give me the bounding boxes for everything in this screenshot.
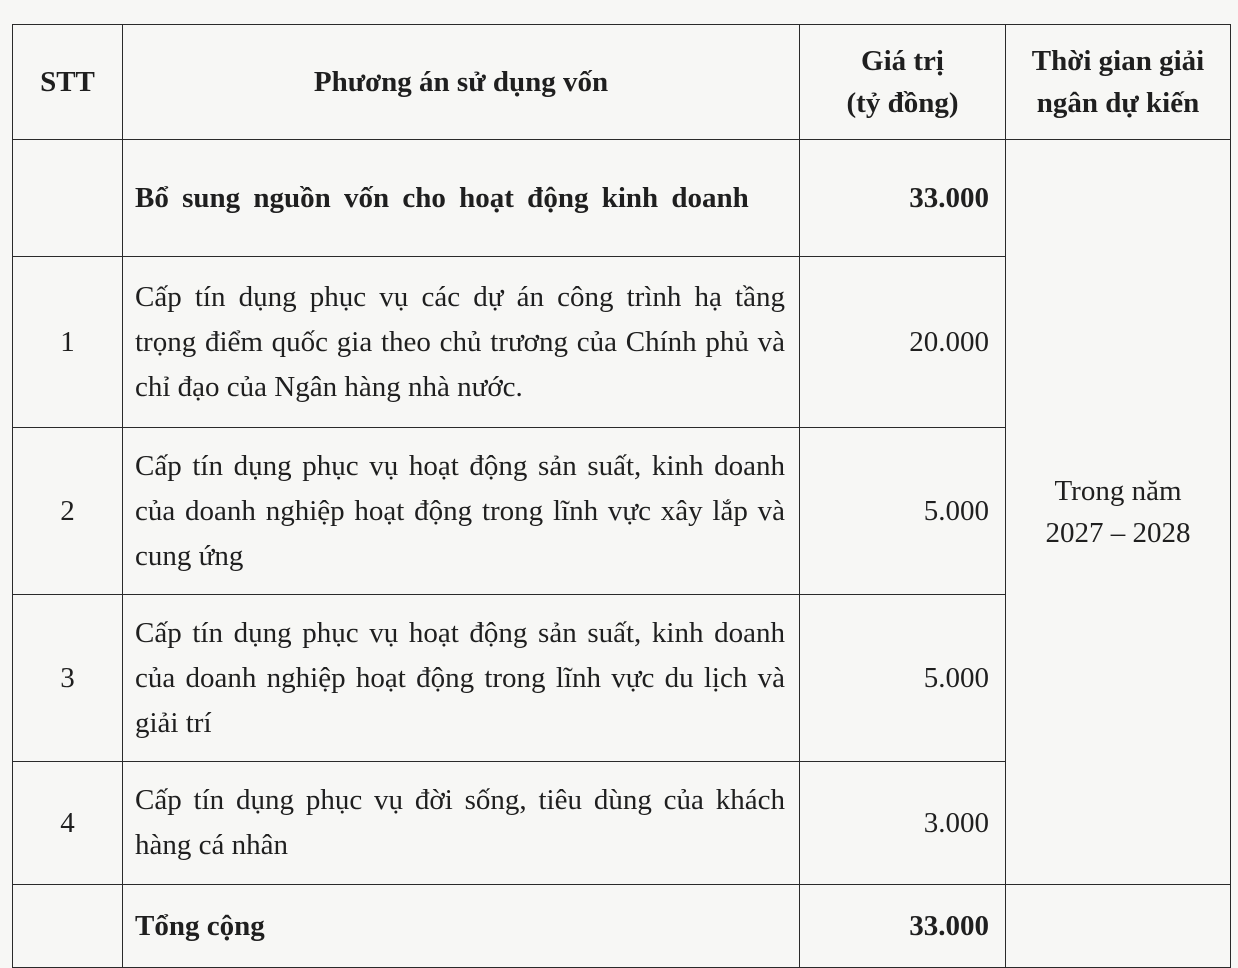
summary-stt <box>13 140 123 257</box>
header-time-line1: Thời gian giải <box>1031 45 1205 77</box>
header-plan: Phương án sử dụng vốn <box>123 25 800 140</box>
row-plan: Cấp tín dụng phục vụ các dự án công trình hạ tầng trọng điểm quốc gia theo chủ trương của Chính phủ và chỉ đạo của Ngân hàng nhà nước. <box>123 257 800 428</box>
total-time <box>1006 885 1231 968</box>
header-time-line2: ngân dự kiến <box>1036 87 1200 119</box>
table-header-row <box>13 25 1231 140</box>
row-plan: Cấp tín dụng phục vụ đời sống, tiêu dùng của khách hàng cá nhân <box>123 762 800 885</box>
header-value <box>800 25 1006 140</box>
header-value-line1: Giá trị <box>861 45 944 77</box>
row-value: 3.000 <box>800 762 1006 885</box>
row-plan: Cấp tín dụng phục vụ hoạt động sản suất, kinh doanh của doanh nghiệp hoạt động trong lĩnh vực xây lắp và cung ứng <box>123 428 800 595</box>
summary-row <box>13 140 1231 257</box>
row-stt: 2 <box>13 428 123 595</box>
summary-plan: Bổ sung nguồn vốn cho hoạt động kinh doanh <box>123 140 800 257</box>
header-value-line2: (tỷ đồng) <box>846 87 959 119</box>
total-label: Tổng cộng <box>123 885 800 968</box>
row-stt: 1 <box>13 257 123 428</box>
header-time <box>1006 25 1231 140</box>
capital-use-table <box>12 24 1231 968</box>
disbursement-time-cell <box>1006 140 1231 885</box>
total-value: 33.000 <box>800 885 1006 968</box>
disbursement-line2: 2027 – 2028 <box>1045 517 1191 549</box>
row-value: 20.000 <box>800 257 1006 428</box>
row-stt: 3 <box>13 595 123 762</box>
row-stt: 4 <box>13 762 123 885</box>
row-value: 5.000 <box>800 595 1006 762</box>
row-plan: Cấp tín dụng phục vụ hoạt động sản suất, kinh doanh của doanh nghiệp hoạt động trong lĩnh vực du lịch và giải trí <box>123 595 800 762</box>
header-stt: STT <box>13 25 123 140</box>
summary-value: 33.000 <box>800 140 1006 257</box>
row-value: 5.000 <box>800 428 1006 595</box>
total-stt <box>13 885 123 968</box>
total-row <box>13 885 1231 968</box>
disbursement-line1: Trong năm <box>1054 475 1182 507</box>
